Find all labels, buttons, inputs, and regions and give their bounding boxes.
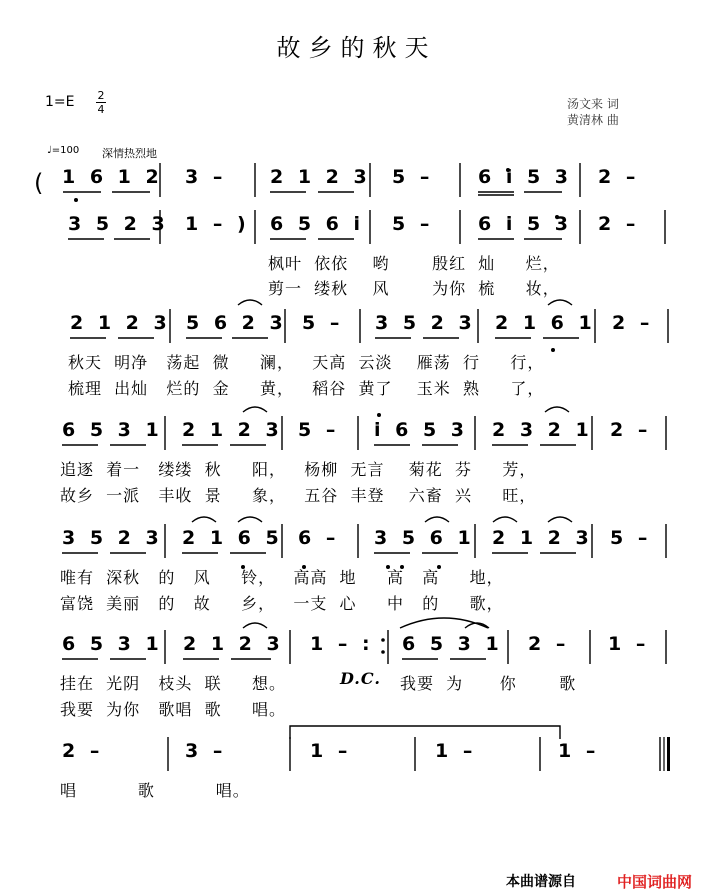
measure: 2 1 2 3	[183, 633, 284, 655]
svg-text:(: (	[34, 169, 44, 197]
measure: 6 5 3 1	[62, 419, 163, 441]
measure: 6 5 3 1	[62, 633, 163, 655]
measure: 2 –	[598, 166, 640, 188]
measure: 3 5 2 3	[62, 527, 163, 549]
measure: 6 i 5 3	[478, 213, 573, 235]
measure: 3 –	[185, 166, 227, 188]
measure: 3 5 6 1	[374, 527, 475, 549]
site-link[interactable]: 中国词曲网	[617, 873, 693, 891]
measure: 2 –	[612, 312, 654, 334]
lyric-line-1-continuation: 我要 为 你 歌	[400, 674, 577, 693]
lyric-line-1: 唯有 深秋 的 风 铃， 高高 地 高 高 地，	[60, 568, 504, 587]
measure: 5 6 2 3	[186, 312, 287, 334]
measure: 2 1 2 3	[182, 419, 283, 441]
measure: 1 – )	[185, 213, 250, 235]
source-label: 本曲谱源自	[506, 874, 576, 890]
da-capo-mark: D.C.	[340, 669, 381, 688]
measure: 1 –	[608, 633, 650, 655]
measure: 2 1 6 1	[495, 312, 596, 334]
measure: 1 6 1 2	[62, 166, 163, 188]
time-sig-top: 2	[97, 89, 105, 102]
measure: 2 –	[610, 419, 652, 441]
measure: 6 5 3 1	[402, 633, 503, 655]
lyric-line-1: 枫叶 依依 哟 殷红 灿 烂，	[268, 254, 560, 273]
time-sig-bottom: 4	[97, 103, 105, 116]
measure: 6 5 6 i	[270, 213, 365, 235]
measure: 2 –	[598, 213, 640, 235]
measure: 2 –	[62, 740, 104, 762]
lyric-line-2: 梳理 出灿 烂的 金 黄， 稻谷 黄了 玉米 熟 了，	[68, 379, 545, 398]
measure: 2 3 2 1	[492, 419, 593, 441]
measure: 6 i 5 3	[478, 166, 573, 188]
measure: 1 –	[310, 740, 352, 762]
measure: 3 –	[185, 740, 227, 762]
key-signature: 1=E	[45, 94, 75, 110]
time-signature	[96, 90, 106, 115]
measure: 5 –	[298, 419, 340, 441]
lyricist-credit: 汤文来 词	[567, 97, 619, 111]
lyric-line-1: 挂在 光阴 枝头 联 想。	[60, 674, 287, 693]
measure: 2 1 2 3	[270, 166, 371, 188]
page-title: 故乡的秋天	[276, 34, 437, 62]
lyric-line-2: 我要 为你 歌唱 歌 唱。	[60, 700, 287, 719]
measure: 6 –	[298, 527, 340, 549]
measure: 2 1 2 3	[492, 527, 593, 549]
lyric-line-1: 秋天 明净 荡起 微 澜， 天高 云淡 雁荡 行 行，	[68, 353, 545, 372]
measure: 5 –	[302, 312, 344, 334]
measure: 2 1 6 5	[182, 527, 283, 549]
measure: 1 –	[435, 740, 477, 762]
measure: 2 1 2 3	[70, 312, 171, 334]
expression-marking: 深情热烈地	[102, 147, 157, 160]
lyric-line-1: 唱 歌 唱。	[60, 781, 250, 800]
measure: 1 –	[558, 740, 600, 762]
lyric-line-2: 故乡 一派 丰收 景 象， 五谷 丰登 六畜 兴 旺，	[60, 486, 537, 505]
tempo-marking: ♩=100	[47, 145, 80, 156]
measure: 3 5 2 3	[68, 213, 169, 235]
measure: 1 – :	[310, 633, 374, 655]
measure: 3 5 2 3	[375, 312, 476, 334]
lyric-line-2: 富饶 美丽 的 故 乡， 一支 心 中 的 歌，	[60, 594, 504, 613]
measure: 5 –	[610, 527, 652, 549]
measure: 5 –	[392, 213, 434, 235]
measure: 2 –	[528, 633, 570, 655]
lyric-line-1: 追逐 着一 缕缕 秋 阳， 杨柳 无言 菊花 芬 芳，	[60, 460, 537, 479]
composer-credit: 黄清林 曲	[567, 113, 619, 127]
measure: 5 –	[392, 166, 434, 188]
lyric-line-2: 剪一 缕秋 风 为你 梳 妆，	[268, 279, 560, 298]
measure: i 6 5 3	[374, 419, 469, 441]
